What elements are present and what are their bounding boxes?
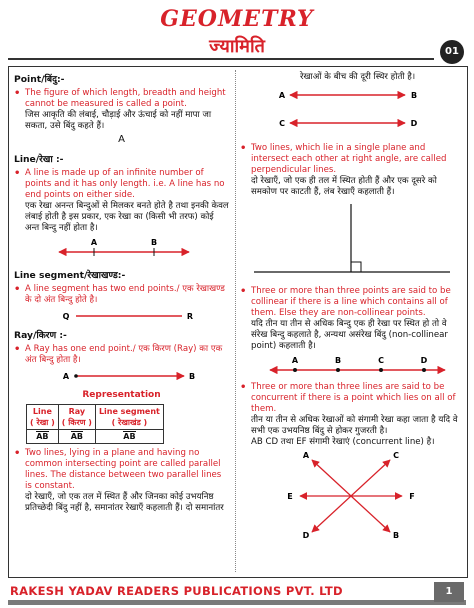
representation-table — [26, 404, 164, 444]
left-column — [14, 72, 229, 516]
bullet-icon: • — [240, 286, 247, 297]
line-bullet — [14, 168, 229, 234]
concurrent-label-d: D — [302, 531, 310, 540]
bullet-icon: • — [14, 448, 21, 459]
symbol-segment-text: AB — [123, 432, 136, 441]
line-definition-hi: एक रेखा अनन्त बिन्दुओं से मिलकर बनते होते है तथा इनकी केवल लंबाई होती है इस प्रकार, एक रेखा का (किसी भी तरफ) कोई अन्त बिन्दु नहीं होता है। — [25, 201, 229, 233]
symbol-ray-text: AB — [70, 432, 83, 441]
line-heading: Line/रेखा :- — [14, 154, 64, 165]
symbol-segment — [95, 430, 163, 444]
table-header-ray: Ray ( किरण ) — [58, 405, 95, 430]
page-title-hindi: ज्यामिति — [209, 36, 265, 57]
symbol-line-text: AB — [36, 432, 49, 441]
line-definition-en: A line is made up of an infinite number of points and it has only length. i.e. A line has no end points on either side. — [25, 168, 225, 200]
parallel-label-b: B — [410, 91, 418, 100]
symbol-line — [27, 430, 59, 444]
concurrent-figure — [240, 450, 462, 540]
concurrent-example: AB CD तथा EF संगामी रेखाएं (concurrent line) है। — [251, 437, 435, 447]
chapter-badge: 01 — [440, 40, 464, 64]
collinear-definition-hi: यदि तीन या तीन से अधिक बिन्दु एक ही रेखा पर स्थित हो तो वे संरेख बिन्दु कहलाते है, अन्यथा असंरेख बिंदु (non-collinear point) कहलाती है। — [251, 319, 448, 351]
point-figure — [14, 134, 229, 150]
concurrent-label-c: C — [393, 451, 399, 460]
table-header-line: Line ( रेखा ) — [27, 405, 59, 430]
parallel-continued: रेखाओं के बीच की दूरी स्थिर होती है। — [300, 72, 416, 82]
collinear-label-c: C — [378, 356, 384, 365]
ray-definition: A Ray has one end point./ एक किरण (Ray) का एक अंत बिन्दु होता है। — [25, 344, 223, 365]
ray-bullet — [14, 344, 229, 366]
line-label-b: B — [150, 238, 158, 247]
page-title: GEOMETRY — [160, 6, 314, 32]
point-definition-hi: जिस आकृति की लंबाई, चौड़ाई और ऊंचाई को नहीं मापा जा सकता, उसे बिंदु कहते हैं। — [25, 110, 212, 131]
collinear-bullet — [240, 286, 462, 352]
parallel-lines-figure — [240, 83, 462, 135]
line-label-a: A — [90, 238, 98, 247]
parallel-label-d: D — [410, 119, 418, 128]
bullet-icon: • — [240, 143, 247, 154]
parallel-definition-hi: दो रेखाएँ, जो एक तल में स्थित हैं और जिनका कोई उभयनिष्ठ प्रतिच्छेदी बिंदु नहीं है, समानांतर रेखाएँ कहलाती हैं। दो समानांतर — [25, 492, 224, 513]
header-rule — [8, 58, 434, 60]
collinear-definition-en: Three or more than three points are said to be collinear if there is a line which contains all of them. Else they are non-collinear points. — [251, 286, 451, 318]
perpendicular-definition-hi: दो रेखाएँ, जो एक ही तल में स्थित होती हैं और एक दूसरे को समकोण पर काटती हैं, लंब रेखाएँ कहलाती हैं। — [251, 176, 437, 197]
segment-definition: A line segment has two end points./ एक रेखाखण्ड के दो अंत बिन्दु होते है। — [25, 284, 225, 305]
segment-figure — [14, 308, 229, 324]
table-header-segment: Line segment ( रेखाखंड ) — [95, 405, 163, 430]
page-number: 1 — [434, 582, 464, 602]
bullet-icon: • — [14, 168, 21, 179]
concurrent-definition-en: Three or more than three lines are said to be concurrent if there is a point which lies on all of them. — [251, 382, 456, 414]
parallel-label-c: C — [279, 119, 285, 128]
page-header — [0, 0, 474, 62]
ray-heading: Ray/किरण :- — [14, 330, 67, 341]
bullet-icon: • — [14, 88, 21, 99]
concurrent-definition-hi: तीन या तीन से अधिक रेखाओं को संगामी रेखा कहा जाता है यदि वे सभी एक उभयनिष्ठ बिंदु से होकर गुजरती है। — [251, 415, 458, 436]
parallel-label-a: A — [278, 91, 286, 100]
bullet-icon: • — [14, 344, 21, 355]
perpendicular-figure — [240, 200, 462, 278]
concurrent-label-f: F — [409, 492, 415, 501]
concurrent-label-e: E — [287, 492, 293, 501]
ray-label-a: A — [62, 372, 70, 381]
table-row — [27, 405, 164, 430]
line-figure — [14, 236, 229, 262]
collinear-label-d: D — [420, 356, 428, 365]
publisher-name: RAKESH YADAV READERS PUBLICATIONS PVT. LTD — [10, 584, 343, 598]
perpendicular-bullet — [240, 143, 462, 198]
point-heading: Point/बिंदु:- — [14, 74, 65, 85]
ray-label-b: B — [188, 372, 196, 381]
collinear-label-b: B — [334, 356, 342, 365]
right-column — [240, 72, 462, 544]
collinear-label-a: A — [291, 356, 299, 365]
collinear-figure — [240, 354, 462, 378]
ray-figure — [14, 368, 229, 384]
concurrent-label-a: A — [302, 451, 310, 460]
parallel-bullet — [14, 448, 229, 514]
footer-bar — [8, 600, 466, 605]
table-row — [27, 430, 164, 444]
point-bullet — [14, 88, 229, 132]
point-definition-en: The figure of which length, breadth and height cannot be measured is called a point. — [25, 88, 226, 109]
segment-label-q: Q — [62, 312, 70, 321]
representation-title: Representation — [82, 390, 161, 400]
segment-bullet — [14, 284, 229, 306]
perpendicular-definition-en: Two lines, which lie in a single plane and intersect each other at right angle, are called perpendicular lines. — [251, 143, 447, 175]
point-label: A — [118, 134, 125, 145]
parallel-definition-en: Two lines, lying in a plane and having no common intersecting point are called parallel lines. The distance between two parallel lines is constant. — [25, 448, 222, 491]
column-divider — [235, 70, 236, 572]
segment-label-r: R — [186, 312, 194, 321]
symbol-ray — [58, 430, 95, 444]
concurrent-bullet — [240, 382, 462, 448]
page-footer — [0, 578, 474, 608]
segment-heading: Line segment/रेखाखण्ड:- — [14, 270, 126, 281]
concurrent-label-b: B — [392, 531, 400, 540]
bullet-icon: • — [240, 382, 247, 393]
bullet-icon: • — [14, 284, 21, 295]
